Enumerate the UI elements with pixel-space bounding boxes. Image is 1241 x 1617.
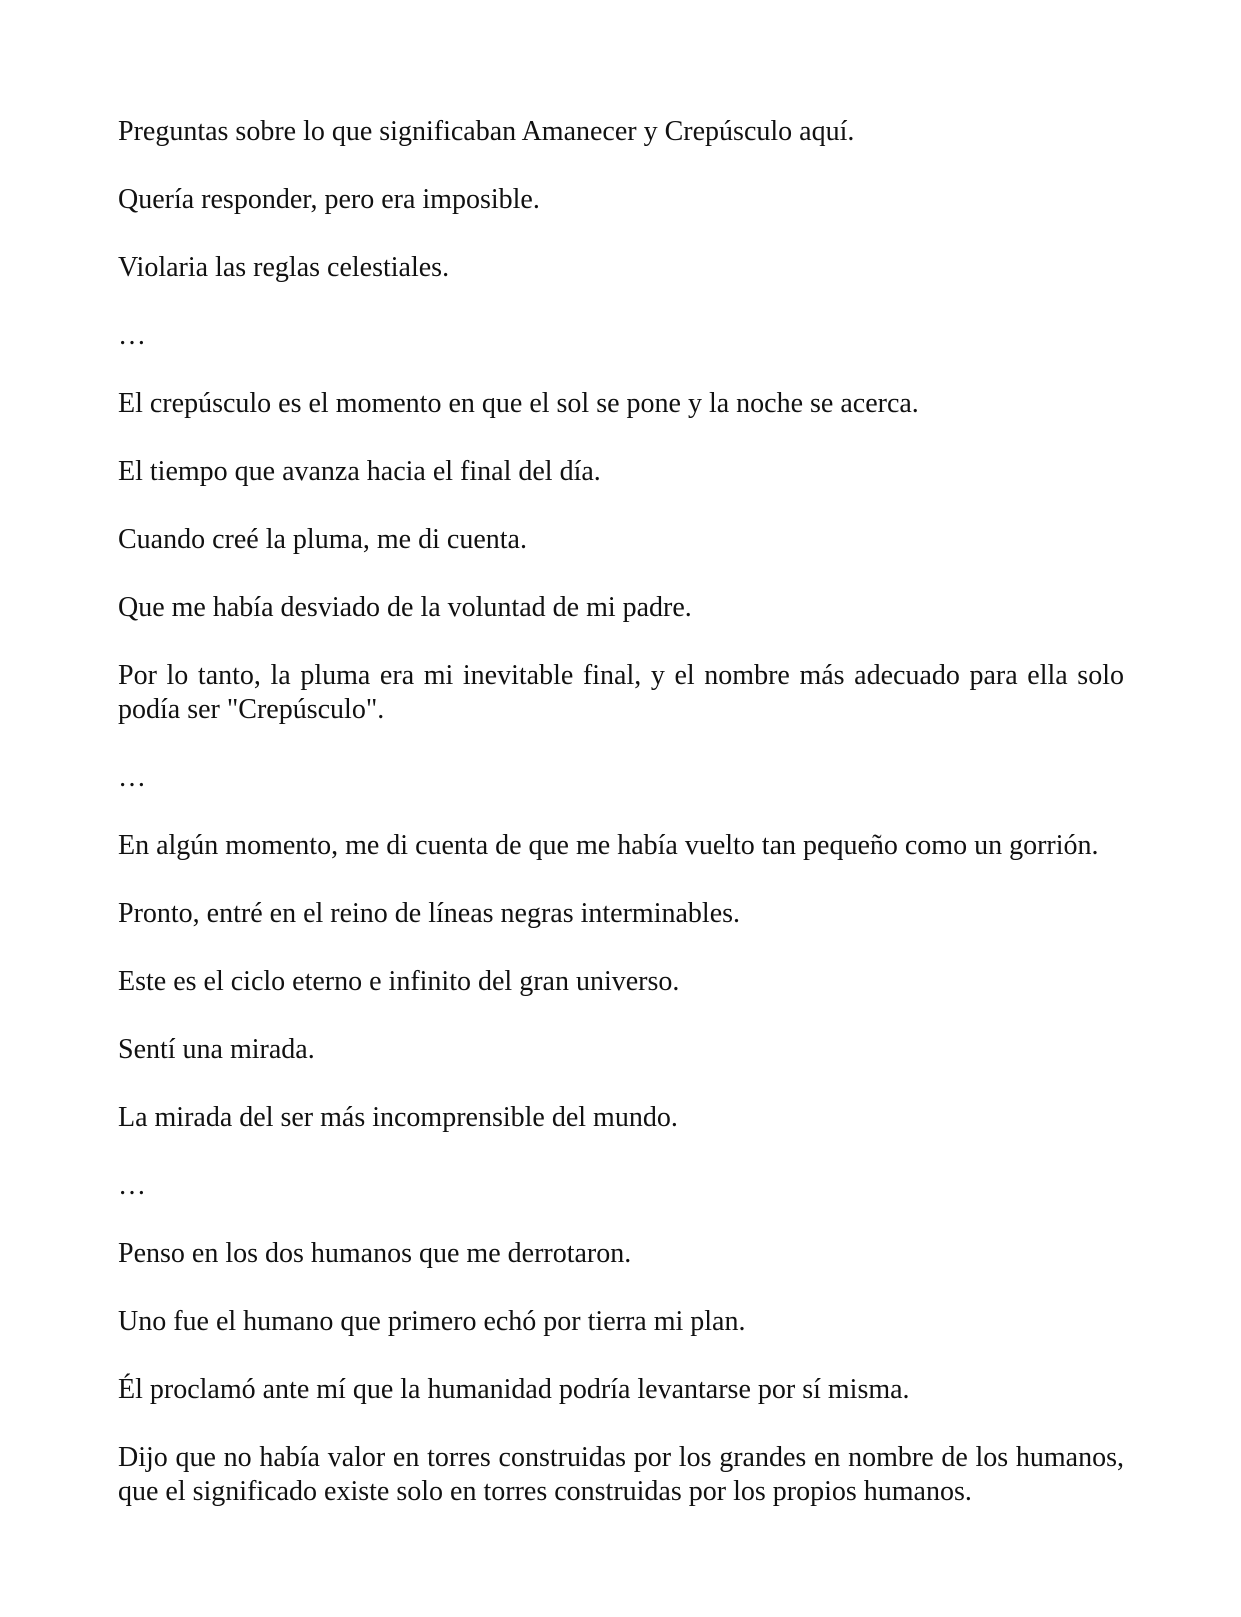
section-break-ellipsis: … (118, 762, 146, 793)
section-break-ellipsis: … (118, 1170, 146, 1201)
paragraph: Uno fue el humano que primero echó por tierra mi plan. (118, 1306, 746, 1337)
paragraph: Violaria las reglas celestiales. (118, 252, 450, 283)
paragraph: Sentí una mirada. (118, 1034, 315, 1065)
document-page (118, 115, 1124, 1543)
paragraph: Quería responder, pero era imposible. (118, 184, 540, 215)
paragraph: Por lo tanto, la pluma era mi inevitable final, y el nombre más adecuado para ella solo podía ser "Crepúsculo". (118, 660, 1124, 725)
paragraph: Que me había desviado de la voluntad de mi padre. (118, 592, 692, 623)
paragraph: Preguntas sobre lo que significaban Amanecer y Crepúsculo aquí. (118, 116, 855, 147)
paragraph: En algún momento, me di cuenta de que me había vuelto tan pequeño como un gorrión. (118, 830, 1099, 861)
paragraph: Él proclamó ante mí que la humanidad podría levantarse por sí misma. (118, 1374, 910, 1405)
paragraph: La mirada del ser más incomprensible del mundo. (118, 1102, 678, 1133)
paragraph: El crepúsculo es el momento en que el sol se pone y la noche se acerca. (118, 388, 919, 419)
paragraph: El tiempo que avanza hacia el final del día. (118, 456, 601, 487)
paragraph: Dijo que no había valor en torres construidas por los grandes en nombre de los humanos, que el significado existe solo en torres construidas por los propios humanos. (118, 1442, 1124, 1507)
paragraph: Pronto, entré en el reino de líneas negras interminables. (118, 898, 741, 929)
section-break-ellipsis: … (118, 320, 146, 351)
paragraph: Cuando creé la pluma, me di cuenta. (118, 524, 527, 555)
paragraph: Penso en los dos humanos que me derrotaron. (118, 1238, 632, 1269)
paragraph: Este es el ciclo eterno e infinito del gran universo. (118, 966, 680, 997)
